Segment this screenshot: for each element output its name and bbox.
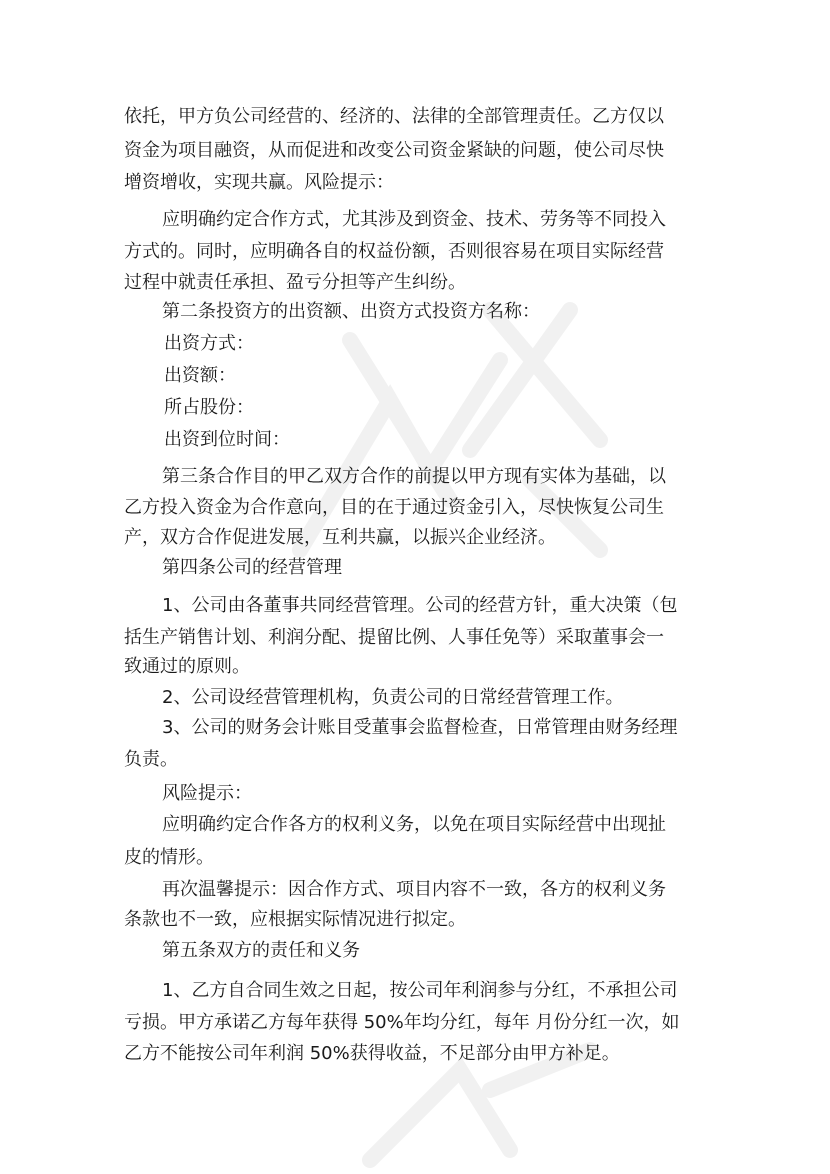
- text-line-16: 1、公司由各董事共同经营管理。公司的经营方针，重大决策（包: [162, 595, 678, 616]
- text-line-21: 负责。: [124, 749, 178, 770]
- text-line-9: 出资额：: [164, 365, 236, 386]
- text-line-26: 条款也不一致，应根据实际情况进行拟定。: [124, 909, 466, 930]
- text-line-27: 第五条双方的责任和义务: [162, 940, 360, 961]
- text-line-7: 第二条投资方的出资额、出资方式投资方名称：: [162, 301, 540, 322]
- text-line-3: 增资增收，实现共赢。风险提示：: [124, 172, 394, 193]
- text-line-15: 第四条公司的经营管理: [162, 557, 342, 578]
- text-line-2: 资金为项目融资，从而促进和改变公司资金紧缺的问题，使公司尽快: [124, 140, 664, 161]
- text-line-20: 3、公司的财务会计账目受董事会监督检查，日常管理由财务经理: [162, 717, 678, 738]
- text-line-29: 亏损。甲方承诺乙方每年获得 50%年均分红，每年 月份分红一次，如: [124, 1012, 680, 1033]
- text-line-28: 1、乙方自合同生效之日起，按公司年利润参与分红，不承担公司: [162, 980, 678, 1001]
- text-line-1: 依托，甲方负公司经营的、经济的、法律的全部管理责任。乙方仅以: [124, 106, 664, 127]
- text-line-24: 皮的情形。: [124, 847, 214, 868]
- text-line-25: 再次温馨提示：因合作方式、项目内容不一致，各方的权利义务: [162, 879, 666, 900]
- text-line-17: 括生产销售计划、利润分配、提留比例、人事任免等）采取董事会一: [124, 627, 664, 648]
- text-line-18: 致通过的原则。: [124, 656, 250, 677]
- text-line-5: 方式的。同时，应明确各自的权益份额，否则很容易在项目实际经营: [124, 241, 664, 262]
- text-line-4: 应明确约定合作方式，尤其涉及到资金、技术、劳务等不同投入: [162, 209, 666, 230]
- text-line-13: 乙方投入资金为合作意向，目的在于通过资金引入，尽快恢复公司生: [124, 497, 664, 518]
- text-line-6: 过程中就责任承担、盈亏分担等产生纠纷。: [124, 272, 466, 293]
- text-line-11: 出资到位时间：: [164, 429, 290, 450]
- text-line-14: 产，双方合作促进发展，互利共赢，以振兴企业经济。: [124, 527, 556, 548]
- text-line-12: 第三条合作目的甲乙双方合作的前提以甲方现有实体为基础，以: [162, 466, 666, 487]
- text-line-19: 2、公司设经营管理机构，负责公司的日常经营管理工作。: [162, 687, 624, 708]
- text-line-10: 所占股份：: [164, 397, 254, 418]
- text-line-22: 风险提示：: [162, 783, 252, 804]
- text-line-30: 乙方不能按公司年利润 50%获得收益，不足部分由甲方补足。: [124, 1043, 620, 1064]
- text-line-8: 出资方式：: [164, 333, 254, 354]
- text-line-23: 应明确约定合作各方的权利义务，以免在项目实际经营中出现扯: [162, 814, 666, 835]
